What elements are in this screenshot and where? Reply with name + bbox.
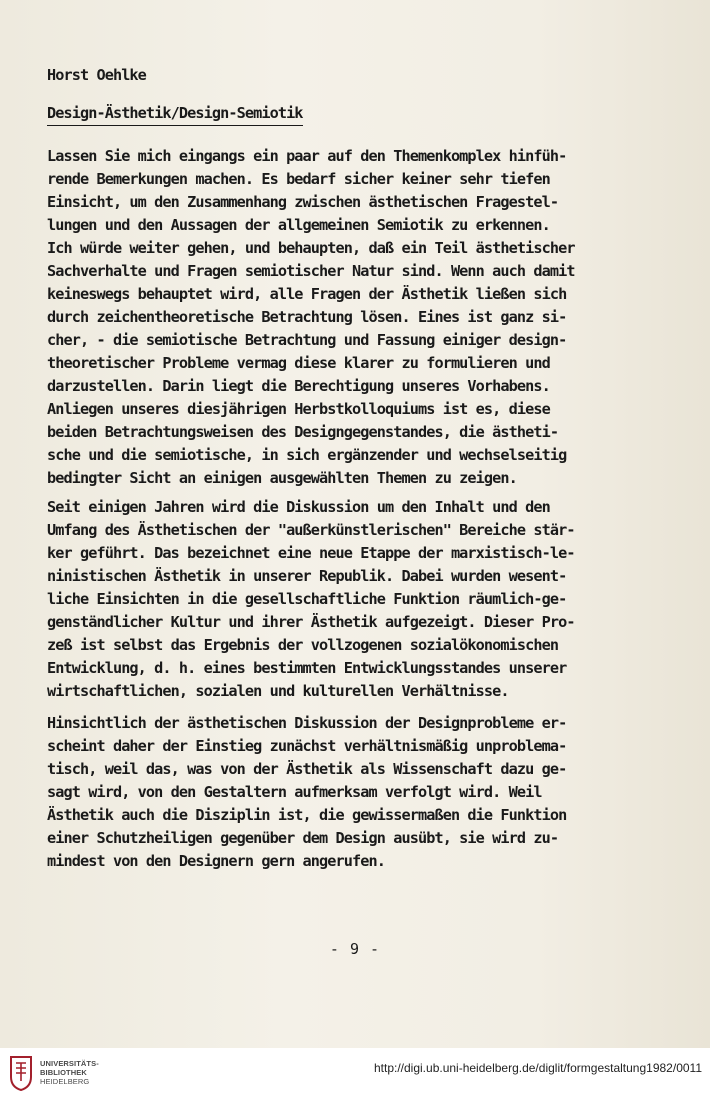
text-line: scheint daher der Einstieg zunächst verhältnismäßig unproblema- (47, 737, 567, 755)
library-seal-icon (8, 1055, 34, 1091)
text-line: beiden Betrachtungsweisen des Designgegenstandes, die ästheti- (47, 423, 559, 441)
text-line: Hinsichtlich der ästhetischen Diskussion der Designprobleme er- (47, 714, 567, 732)
paragraph-3 (47, 712, 687, 873)
text-line: sagt wird, von den Gestaltern aufmerksam verfolgt wird. Weil (47, 783, 542, 801)
logo-line-2: BIBLIOTHEK (40, 1068, 87, 1077)
text-line: Seit einigen Jahren wird die Diskussion um den Inhalt und den (47, 498, 550, 516)
text-line: rende Bemerkungen machen. Es bedarf sicher keiner sehr tiefen (47, 170, 550, 188)
source-url-link[interactable]: http://digi.ub.uni-heidelberg.de/diglit/formgestaltung1982/0011 (373, 1061, 702, 1075)
document-title (47, 104, 687, 122)
text-line: bedingter Sicht an einigen ausgewählten Themen zu zeigen. (47, 469, 517, 487)
paragraph-2 (47, 496, 687, 703)
text-line: genständlicher Kultur und ihrer Ästhetik aufgezeigt. Dieser Pro- (47, 613, 575, 631)
document-title-text: Design-Ästhetik/Design-Semiotik (47, 104, 303, 126)
footer-bar (0, 1048, 710, 1098)
library-logo-text (40, 1059, 99, 1086)
text-line: keineswegs behauptet wird, alle Fragen der Ästhetik ließen sich (47, 285, 567, 303)
logo-line-3: HEIDELBERG (40, 1077, 90, 1086)
text-line: Ich würde weiter gehen, und behaupten, daß ein Teil ästhetischer (47, 239, 575, 257)
text-line: mindest von den Designern gern angerufen. (47, 852, 385, 870)
text-line: ker geführt. Das bezeichnet eine neue Etappe der marxistisch-le- (47, 544, 575, 562)
text-line: Sachverhalte und Fragen semiotischer Natur sind. Wenn auch damit (47, 262, 575, 280)
text-line: ninistischen Ästhetik in unserer Republik. Dabei wurden wesent- (47, 567, 567, 585)
text-line: Entwicklung, d. h. eines bestimmten Entwicklungsstandes unserer (47, 659, 567, 677)
page-number: - 9 - (329, 940, 381, 958)
text-line: wirtschaftlichen, sozialen und kulturellen Verhältnisse. (47, 682, 509, 700)
text-line: liche Einsichten in die gesellschaftliche Funktion räumlich-ge- (47, 590, 567, 608)
text-line: tisch, weil das, was von der Ästhetik als Wissenschaft dazu ge- (47, 760, 567, 778)
logo-line-1: UNIVERSITÄTS- (40, 1059, 99, 1068)
text-line: Anliegen unseres diesjährigen Herbstkolloquiums ist es, diese (47, 400, 550, 418)
text-line: Einsicht, um den Zusammenhang zwischen ästhetischen Fragestel- (47, 193, 559, 211)
text-line: sche und die semiotische, in sich ergänzender und wechselseitig (47, 446, 567, 464)
text-line: Ästhetik auch die Disziplin ist, die gewissermaßen die Funktion (47, 806, 567, 824)
text-line: darzustellen. Darin liegt die Berechtigung unseres Vorhabens. (47, 377, 550, 395)
text-line: cher, - die semiotische Betrachtung und Fassung einiger design- (47, 331, 567, 349)
paragraph-1 (47, 145, 687, 490)
text-line: zeß ist selbst das Ergebnis der vollzogenen sozialökonomischen (47, 636, 559, 654)
text-line: lungen und den Aussagen der allgemeinen Semiotik zu erkennen. (47, 216, 550, 234)
text-line: Umfang des Ästhetischen der "außerkünstlerischen" Bereiche stär- (47, 521, 575, 539)
text-line: einer Schutzheiligen gegenüber dem Design ausübt, sie wird zu- (47, 829, 559, 847)
text-line: theoretischer Probleme vermag diese klarer zu formulieren und (47, 354, 550, 372)
text-line: durch zeichentheoretische Betrachtung lösen. Eines ist ganz si- (47, 308, 567, 326)
text-line: Lassen Sie mich eingangs ein paar auf den Themenkomplex hinfüh- (47, 147, 567, 165)
author-name: Horst Oehlke (47, 66, 146, 84)
